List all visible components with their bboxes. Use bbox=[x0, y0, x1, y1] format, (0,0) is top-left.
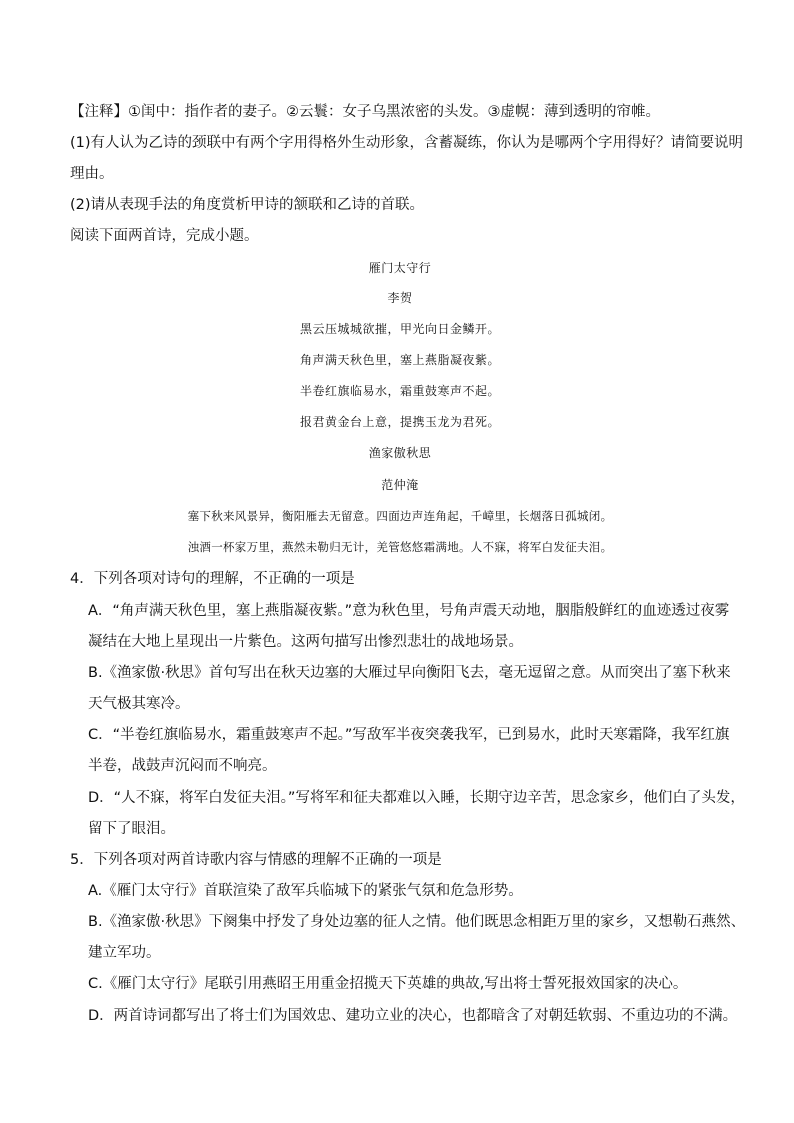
question-1-line-2: 理由。 bbox=[70, 166, 114, 182]
poem-2-line: 塞下秋来风景异，衡阳雁去无留意。四面边声连角起，千嶂里，长烟落日孤城闭。 bbox=[187, 509, 613, 523]
question-5-option-c: C.《雁门太守行》尾联引用燕昭王用重金招揽天下英雄的典故,写出将士誓死报效国家的决心。 bbox=[88, 976, 688, 992]
poem-2-author: 范仲淹 bbox=[381, 478, 419, 492]
question-5-option-d: D．两首诗词都写出了将士们为国效忠、建功立业的决心，也都暗含了对朝廷软弱、不重边功的不满。 bbox=[88, 1008, 738, 1024]
poem-1-line: 半卷红旗临易水，霜重鼓寒声不起。 bbox=[299, 384, 500, 398]
footnote: 【注释】①闺中：指作者的妻子。②云鬟：女子乌黑浓密的头发。③虚幌：薄到透明的帘帷。 bbox=[70, 104, 660, 120]
question-5-option-b: B.《渔家傲·秋思》下阕集中抒发了身处边塞的征人之情。他们既思念相距万里的家乡，又想勒石燕然、 bbox=[88, 914, 746, 930]
question-4-option-a-cont: 凝结在大地上星现出一片紫色。这两句描写出惨烈悲壮的战地场景。 bbox=[88, 634, 523, 650]
question-2: (2)请从表现手法的角度赏析甲诗的颔联和乙诗的首联。 bbox=[70, 197, 425, 213]
question-1-line-1: (1)有人认为乙诗的颈联中有两个字用得格外生动形象，含蓄凝练，你认为是哪两个字用得好？请简要说明 bbox=[70, 135, 744, 151]
reading-prompt: 阅读下面两首诗，完成小题。 bbox=[70, 228, 259, 244]
poem-1-line: 报君黄金台上意，提携玉龙为君死。 bbox=[299, 415, 500, 429]
question-5-option-b-cont: 建立军功。 bbox=[88, 945, 161, 961]
poem-2-line: 浊酒一杯家万里，燕然未勒归无计，羌管悠悠霜满地。人不寐，将军白发征夫泪。 bbox=[187, 540, 613, 554]
poem-1-line: 黑云压城城欲摧，甲光向日金鳞开。 bbox=[299, 322, 500, 336]
question-5-option-a: A.《雁门太守行》首联渲染了敌军兵临城下的紧张气氛和危急形势。 bbox=[88, 883, 523, 899]
question-4-option-c-cont: 半卷，战鼓声沉闷而不响亮。 bbox=[88, 758, 277, 774]
question-4-option-c: C．“半卷红旗临易水，霜重鼓寒声不起。”写敌军半夜突袭我军，已到易水，此时天寒霜降，我军红旗 bbox=[88, 727, 730, 743]
question-4-stem: 4．下列各项对诗句的理解，不正确的一项是 bbox=[70, 571, 355, 587]
question-4-option-b: B.《渔家傲·秋思》首句写出在秋天边塞的大雁过早向衡阳飞去，毫无逗留之意。从而突出了塞下秋来 bbox=[88, 665, 731, 681]
poem-2-title: 渔家傲秋思 bbox=[368, 446, 432, 460]
question-5-stem: 5．下列各项对两首诗歌内容与情感的理解不正确的一项是 bbox=[70, 852, 442, 868]
question-4-option-b-cont: 天气极其寒冷。 bbox=[88, 696, 190, 712]
question-4-option-a: A．“角声满天秋色里，塞上燕脂凝夜紫。”意为秋色里，号角声震天动地，胭脂般鲜红的血迹透过夜雾 bbox=[88, 603, 730, 619]
poem-1-author: 李贺 bbox=[387, 291, 413, 305]
question-4-option-d: D．“人不寐，将军白发征夫泪。”写将军和征夫都难以入睡，长期守边辛苦，思念家乡，他们白了头发， bbox=[88, 790, 745, 806]
question-4-option-d-cont: 留下了眼泪。 bbox=[88, 821, 175, 837]
poem-1-title: 雁门太守行 bbox=[368, 261, 432, 275]
poem-1-line: 角声满天秋色里，塞上燕脂凝夜紫。 bbox=[299, 353, 500, 367]
